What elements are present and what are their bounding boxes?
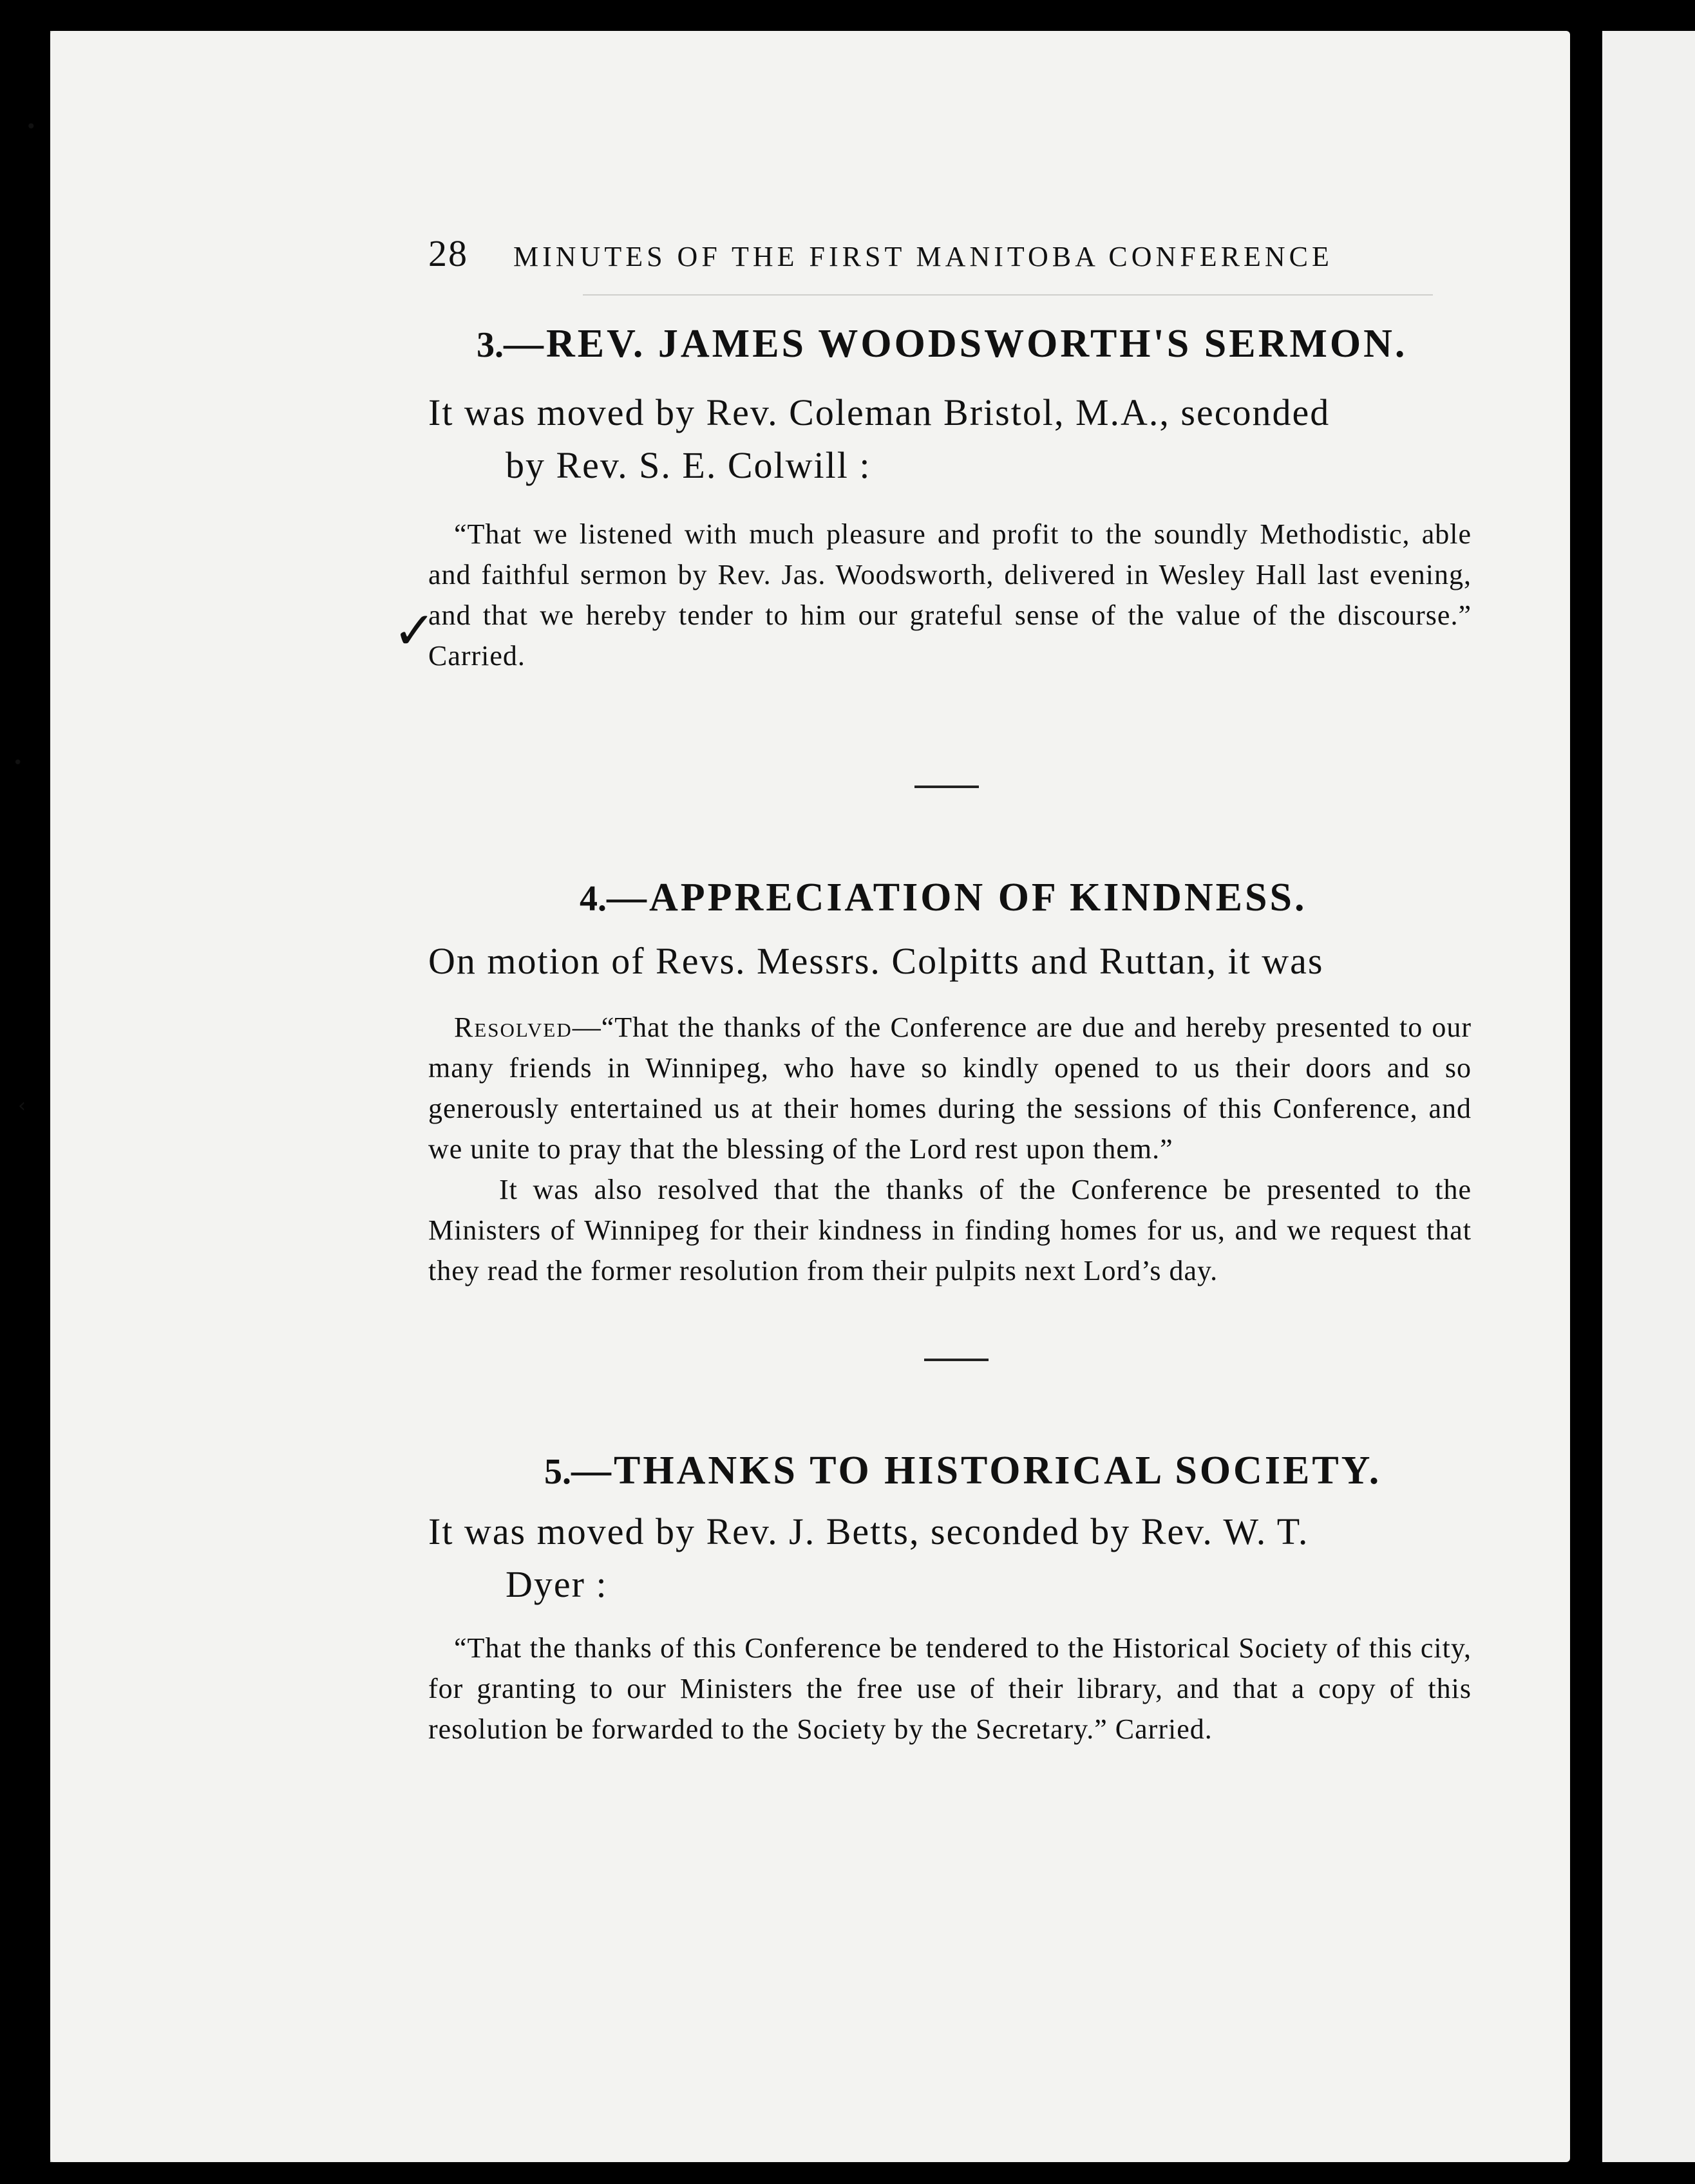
running-title: MINUTES OF THE FIRST MANITOBA CONFERENCE <box>513 241 1333 272</box>
section-5 <box>428 1448 1472 1749</box>
motion-line: On motion of Revs. Messrs. Colpitts and Ruttan, it was <box>428 940 1324 982</box>
section-number: 5. <box>544 1452 571 1492</box>
motion-line: Dyer : <box>506 1563 608 1605</box>
section-separator <box>914 786 979 788</box>
resolution-body: —“That the thanks of the Conference are due and hereby presented to our many friends in Winnipeg, who have so kindly opened to us their doors and so generously entertained us at their homes during the sessions of this Conference, and we unite to pray that the blessing of the Lord rest upon them.” <box>428 1012 1472 1165</box>
resolution-text: “That the thanks of this Conference be tendered to the Historical Society of this city, for granting to our Ministers the free use of their library, and that a copy of this resolution be forwarded to the Society by the Secretary.” Carried. <box>428 1632 1472 1745</box>
resolved-label: Resolved <box>454 1012 573 1043</box>
section-heading <box>477 321 1472 367</box>
section-number: 4. <box>580 879 607 919</box>
section-heading-text: —THANKS TO HISTORICAL SOCIETY. <box>571 1449 1382 1492</box>
motion-line: by Rev. S. E. Colwill : <box>506 444 871 486</box>
page-number: 28 <box>428 232 468 274</box>
motion-text <box>428 935 1472 988</box>
facing-page-edge <box>1602 31 1695 2162</box>
speck-mark: ‹ <box>18 1095 26 1117</box>
handwritten-checkmark: ✓ <box>393 601 437 661</box>
motion-line: It was moved by Rev. J. Betts, seconded by Rev. W. T. <box>428 1511 1309 1552</box>
book-gutter <box>1570 0 1602 2184</box>
section-heading-text: —APPRECIATION OF KINDNESS. <box>607 876 1307 919</box>
section-4 <box>428 875 1472 1291</box>
section-separator <box>924 1359 989 1361</box>
running-head <box>428 232 1472 275</box>
resolution-text <box>428 1007 1472 1169</box>
page-content <box>428 232 1472 1749</box>
motion-line: It was moved by Rev. Coleman Bristol, M.A., seconded <box>428 391 1330 433</box>
resolution-text: It was also resolved that the thanks of the Conference be presented to the Ministers of Winnipeg for their kindness in finding homes for us, and we request that they read the former resolution from their pulpits next Lord’s day. <box>428 1174 1472 1286</box>
section-heading-text: —REV. JAMES WOODSWORTH'S SERMON. <box>504 322 1408 366</box>
section-heading <box>544 1448 1472 1494</box>
speck-mark: • <box>26 116 37 137</box>
speck-mark: • <box>13 753 23 773</box>
section-number: 3. <box>477 325 504 365</box>
section-3 <box>428 321 1472 676</box>
motion-text <box>428 386 1472 492</box>
resolution-text: “That we listened with much pleasure and profit to the soundly Methodistic, able and faithful sermon by Rev. Jas. Woodsworth, delivered in Wesley Hall last evening, and that we hereby tender to him our grateful sense of the value of the discourse.” Carried. <box>428 518 1472 672</box>
section-heading <box>580 875 1472 921</box>
motion-text <box>428 1505 1472 1611</box>
header-rule <box>583 294 1433 296</box>
